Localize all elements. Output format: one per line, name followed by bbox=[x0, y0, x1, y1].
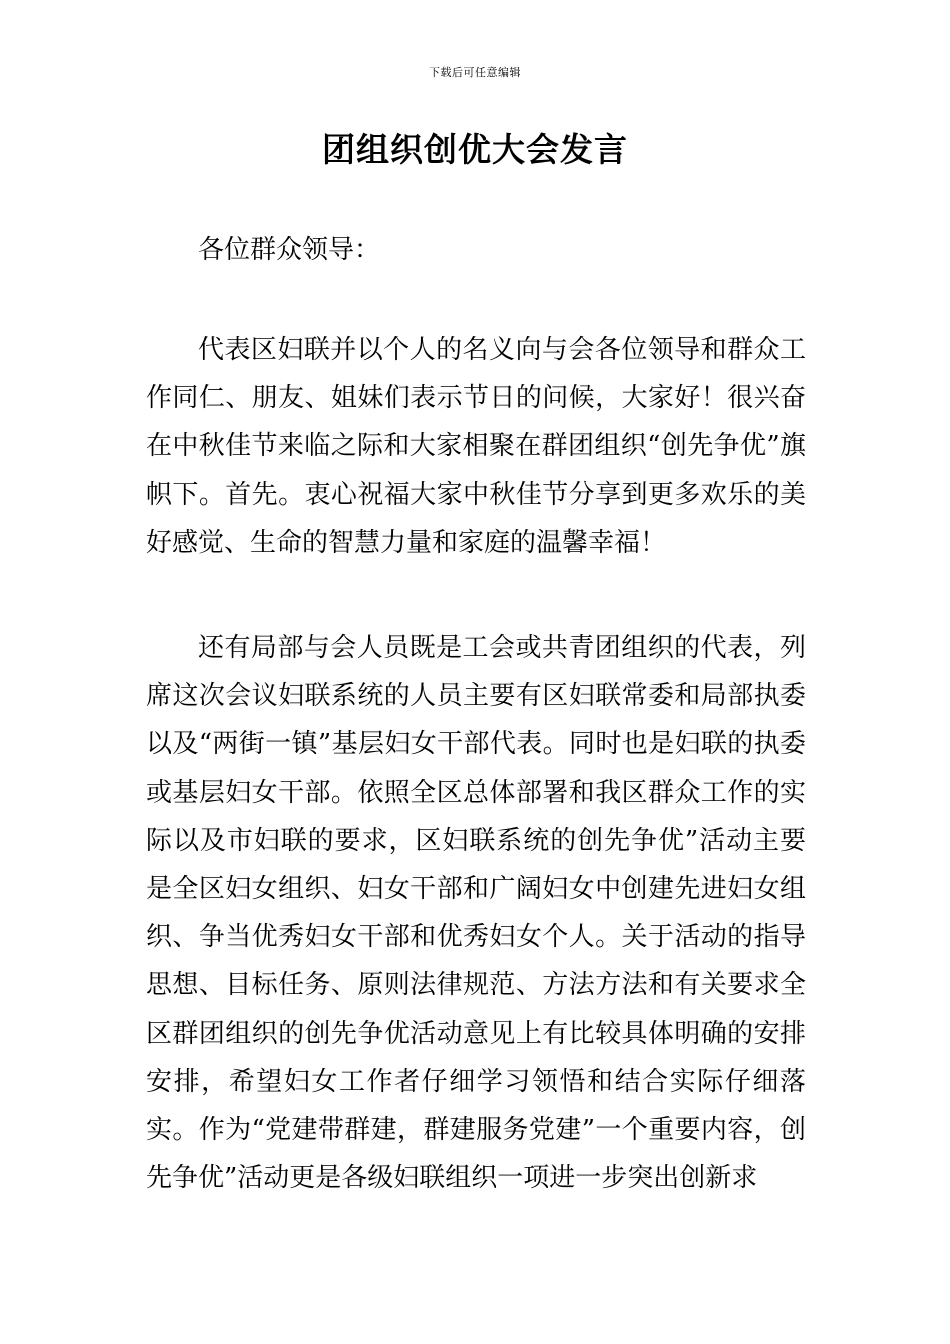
salutation: 各位群众领导： bbox=[198, 235, 381, 265]
paragraph-2: 还有局部与会人员既是工会或共青团组织的代表，列席这次会议妇联系统的人员主要有区妇联常委和局部执委以及“两街一镇”基层妇女干部代表。同时也是妇联的执委或基层妇女干部。依照全区总体部署和我区群众工作的实际以及市妇联的要求，区妇联系统的创先争优”活动主要是全区妇女组织、妇女干部和广阔妇女中创建先进妇女组织、争当优秀妇女干部和优秀妇女个人。关于活动的指导思想、目标任务、原则法律规范、方法方法和有关要求全区群团组织的创先争优活动意见上有比较具体明确的安排安排，希望妇女工作者仔细学习领悟和结合实际仔细落实。作为“党建带群建，群建服务党建”一个重要内容，创先争优”活动更是各级妇联组织一项进一步突出创新求 bbox=[146, 633, 806, 1194]
download-note: 下载后可任意编辑 bbox=[429, 66, 521, 79]
document-title: 团组织创优大会发言 bbox=[322, 130, 628, 169]
paragraph-1: 代表区妇联并以个人的名义向与会各位领导和群众工作同仁、朋友、姐妹们表示节日的问候，大家好！很兴奋在中秋佳节来临之际和大家相聚在群团组织“创先争优”旗帜下。首先。衷心祝福大家中秋佳节分享到更多欢乐的美好感觉、生命的智慧力量和家庭的温馨幸福！ bbox=[146, 335, 806, 558]
